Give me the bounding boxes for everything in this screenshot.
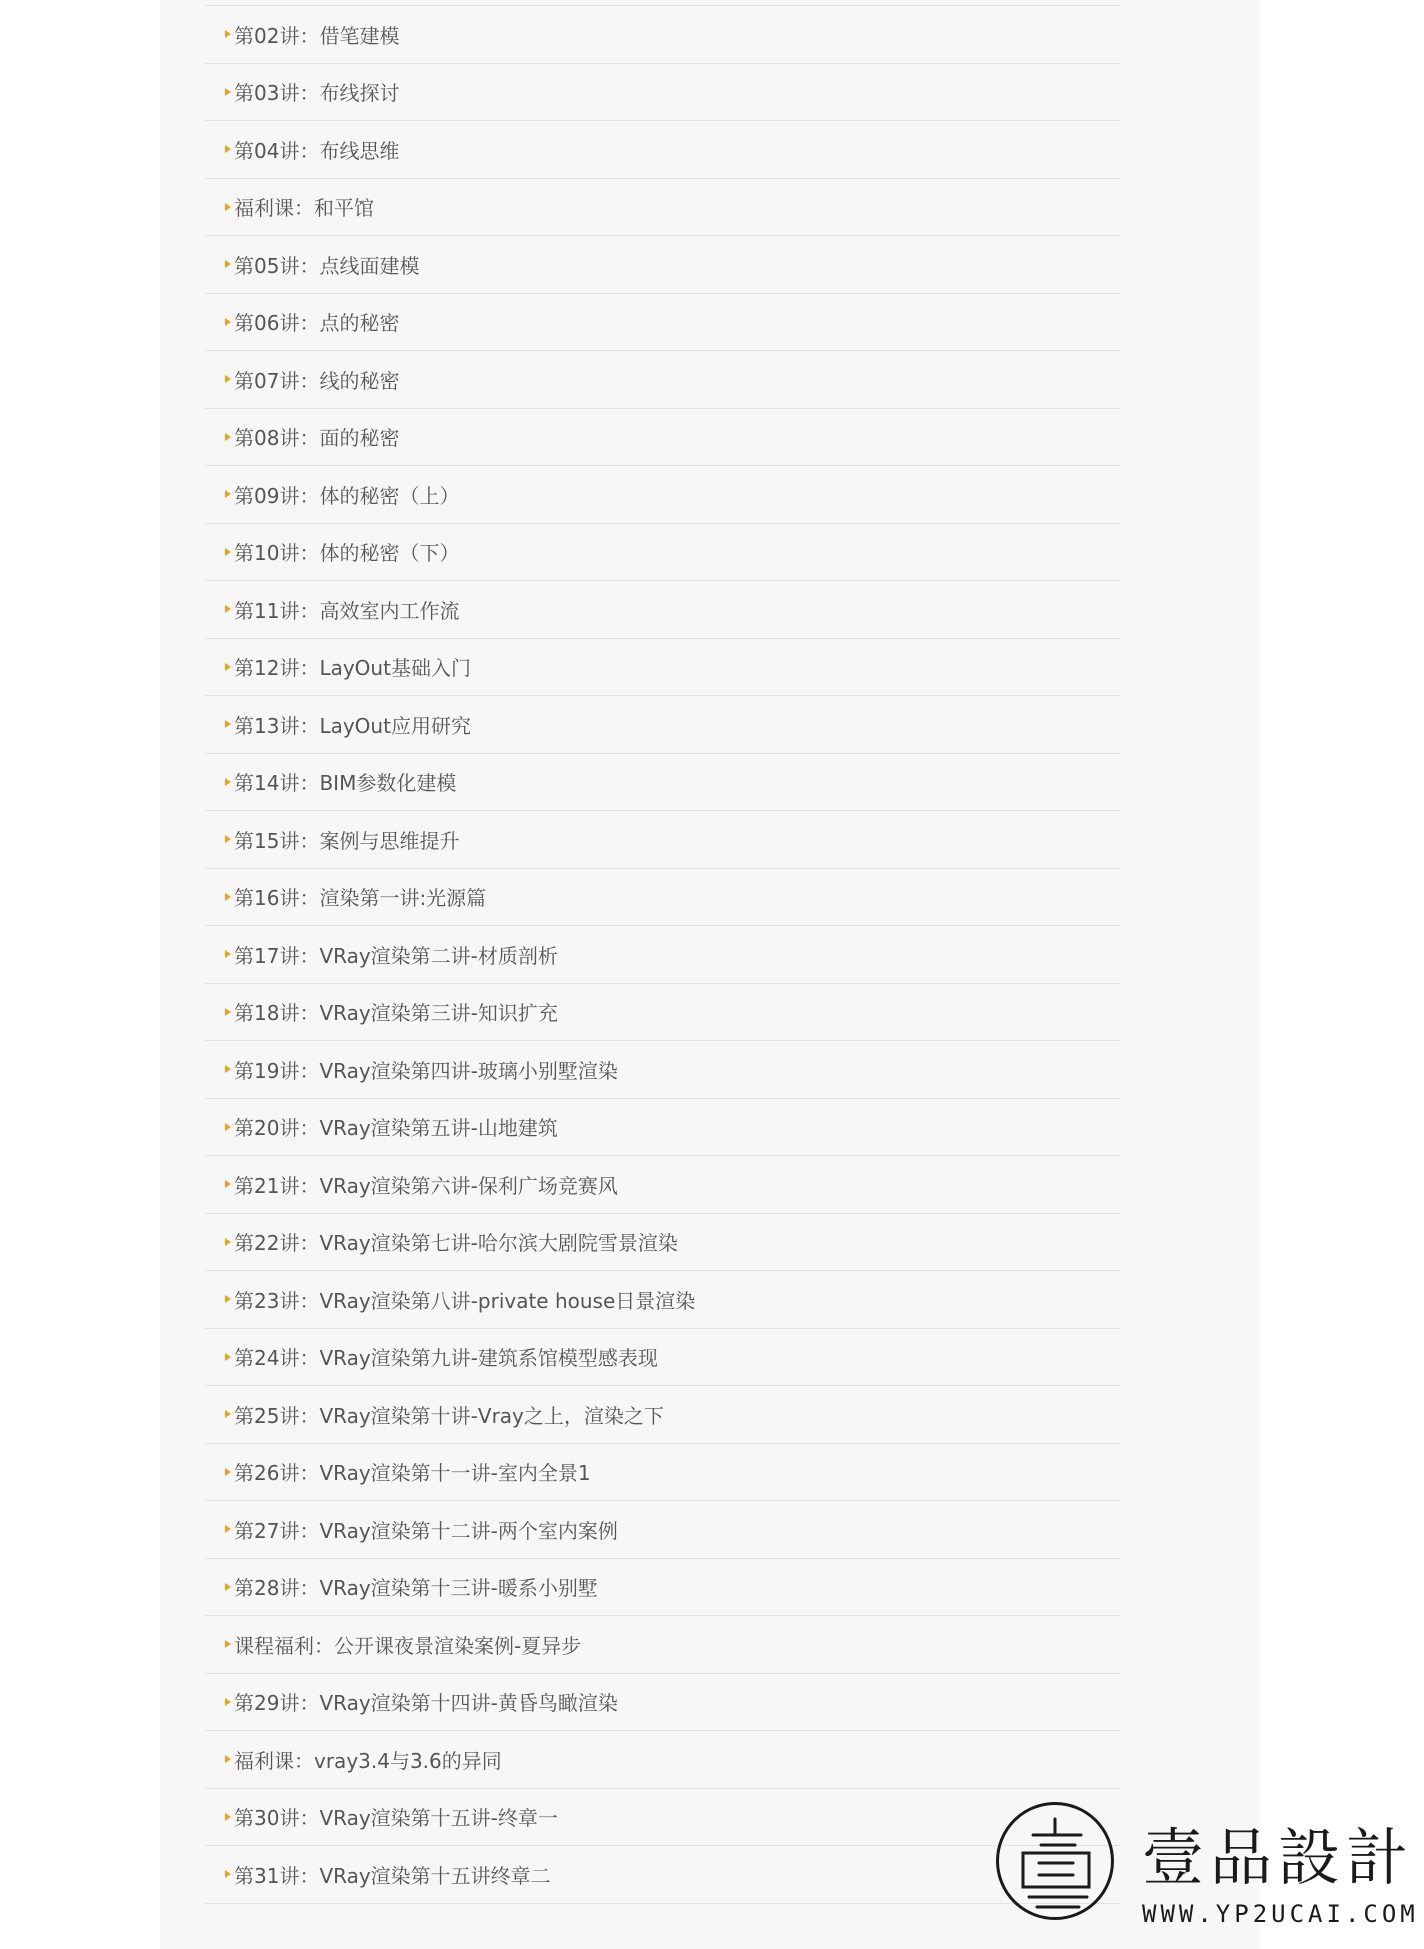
course-item-label: 第02讲：借笔建模 bbox=[234, 23, 400, 48]
course-item-label: 第05讲：点线面建模 bbox=[234, 253, 420, 278]
course-item-label: 第29讲：VRay渲染第十四讲-黄昏鸟瞰渲染 bbox=[234, 1691, 618, 1716]
course-list-item[interactable] bbox=[205, 1846, 1120, 1904]
course-list-item[interactable] bbox=[205, 294, 1120, 352]
play-arrow-icon bbox=[225, 490, 231, 498]
course-list bbox=[205, 5, 1120, 1904]
play-arrow-icon bbox=[225, 605, 231, 613]
course-list-item[interactable] bbox=[205, 236, 1120, 294]
course-item-label: 第26讲：VRay渲染第十一讲-室内全景1 bbox=[234, 1461, 591, 1486]
seal-glyph-icon bbox=[999, 1805, 1117, 1923]
course-list-item[interactable] bbox=[205, 1789, 1120, 1847]
course-list-item[interactable] bbox=[205, 1099, 1120, 1157]
course-item-label: 福利课：和平馆 bbox=[234, 196, 374, 221]
course-list-item[interactable] bbox=[205, 1731, 1120, 1789]
course-list-item[interactable] bbox=[205, 581, 1120, 639]
course-item-label: 第25讲：VRay渲染第十讲-Vray之上，渲染之下 bbox=[234, 1403, 664, 1428]
course-list-item[interactable] bbox=[205, 121, 1120, 179]
play-arrow-icon bbox=[225, 145, 231, 153]
play-arrow-icon bbox=[225, 1065, 231, 1073]
play-arrow-icon bbox=[225, 1353, 231, 1361]
watermark-logo bbox=[992, 1802, 1419, 1942]
course-item-label: 第18讲：VRay渲染第三讲-知识扩充 bbox=[234, 1001, 558, 1026]
course-item-label: 第09讲：体的秘密（上） bbox=[234, 483, 460, 508]
course-list-item[interactable] bbox=[205, 1329, 1120, 1387]
play-arrow-icon bbox=[225, 1870, 231, 1878]
course-list-item[interactable] bbox=[205, 524, 1120, 582]
play-arrow-icon bbox=[225, 203, 231, 211]
course-list-item[interactable] bbox=[205, 1616, 1120, 1674]
course-item-label: 第15讲：案例与思维提升 bbox=[234, 828, 460, 853]
course-list-item[interactable] bbox=[205, 179, 1120, 237]
course-item-label: 第12讲：LayOut基础入门 bbox=[234, 656, 471, 681]
course-list-item[interactable] bbox=[205, 696, 1120, 754]
play-arrow-icon bbox=[225, 433, 231, 441]
play-arrow-icon bbox=[225, 1295, 231, 1303]
course-item-label: 第11讲：高效室内工作流 bbox=[234, 598, 460, 623]
play-arrow-icon bbox=[225, 1813, 231, 1821]
course-item-label: 第28讲：VRay渲染第十三讲-暖系小别墅 bbox=[234, 1576, 598, 1601]
course-item-label: 福利课：vray3.4与3.6的异同 bbox=[234, 1748, 502, 1773]
play-arrow-icon bbox=[225, 548, 231, 556]
play-arrow-icon bbox=[225, 893, 231, 901]
play-arrow-icon bbox=[225, 1640, 231, 1648]
course-item-label: 第22讲：VRay渲染第七讲-哈尔滨大剧院雪景渲染 bbox=[234, 1231, 678, 1256]
course-list-item[interactable] bbox=[205, 1559, 1120, 1617]
play-arrow-icon bbox=[225, 1008, 231, 1016]
course-item-label: 第10讲：体的秘密（下） bbox=[234, 541, 460, 566]
course-list-item[interactable] bbox=[205, 869, 1120, 927]
play-arrow-icon bbox=[225, 1123, 231, 1131]
course-list-item[interactable] bbox=[205, 926, 1120, 984]
course-item-label: 第20讲：VRay渲染第五讲-山地建筑 bbox=[234, 1116, 558, 1141]
course-item-label: 第13讲：LayOut应用研究 bbox=[234, 713, 471, 738]
course-list-item[interactable] bbox=[205, 1386, 1120, 1444]
course-list-item[interactable] bbox=[205, 409, 1120, 467]
play-arrow-icon bbox=[225, 260, 231, 268]
course-item-label: 课程福利：公开课夜景渲染案例-夏异步 bbox=[234, 1633, 582, 1658]
course-item-label: 第04讲：布线思维 bbox=[234, 138, 400, 163]
watermark-url: WWW.YP2UCAI.COM bbox=[1142, 1900, 1419, 1928]
play-arrow-icon bbox=[225, 30, 231, 38]
course-item-label: 第14讲：BIM参数化建模 bbox=[234, 771, 457, 796]
watermark-title: 壹品設計 bbox=[1142, 1821, 1415, 1894]
course-list-item[interactable] bbox=[205, 1156, 1120, 1214]
play-arrow-icon bbox=[225, 1468, 231, 1476]
course-item-label: 第24讲：VRay渲染第九讲-建筑系馆模型感表现 bbox=[234, 1346, 658, 1371]
course-item-label: 第08讲：面的秘密 bbox=[234, 426, 400, 451]
play-arrow-icon bbox=[225, 1698, 231, 1706]
play-arrow-icon bbox=[225, 778, 231, 786]
course-list-item[interactable] bbox=[205, 1271, 1120, 1329]
play-arrow-icon bbox=[225, 1238, 231, 1246]
course-list-item[interactable] bbox=[205, 1214, 1120, 1272]
seal-icon bbox=[996, 1802, 1114, 1920]
course-item-label: 第16讲：渲染第一讲:光源篇 bbox=[234, 886, 487, 911]
course-list-item[interactable] bbox=[205, 754, 1120, 812]
course-list-item[interactable] bbox=[205, 1444, 1120, 1502]
course-item-label: 第30讲：VRay渲染第十五讲-终章一 bbox=[234, 1806, 558, 1831]
course-list-item[interactable] bbox=[205, 1501, 1120, 1559]
course-list-item[interactable] bbox=[205, 1041, 1120, 1099]
course-list-item[interactable] bbox=[205, 6, 1120, 64]
course-list-item[interactable] bbox=[205, 466, 1120, 524]
course-item-label: 第07讲：线的秘密 bbox=[234, 368, 400, 393]
play-arrow-icon bbox=[225, 720, 231, 728]
course-list-item[interactable] bbox=[205, 1674, 1120, 1732]
play-arrow-icon bbox=[225, 1583, 231, 1591]
course-item-label: 第31讲：VRay渲染第十五讲终章二 bbox=[234, 1863, 551, 1888]
play-arrow-icon bbox=[225, 88, 231, 96]
course-item-label: 第21讲：VRay渲染第六讲-保利广场竞赛风 bbox=[234, 1173, 618, 1198]
play-arrow-icon bbox=[225, 318, 231, 326]
course-item-label: 第23讲：VRay渲染第八讲-private house日景渲染 bbox=[234, 1288, 696, 1313]
play-arrow-icon bbox=[225, 1525, 231, 1533]
course-list-item[interactable] bbox=[205, 811, 1120, 869]
course-item-label: 第19讲：VRay渲染第四讲-玻璃小别墅渲染 bbox=[234, 1058, 618, 1083]
course-item-label: 第17讲：VRay渲染第二讲-材质剖析 bbox=[234, 943, 558, 968]
course-list-item[interactable] bbox=[205, 639, 1120, 697]
course-list-item[interactable] bbox=[205, 984, 1120, 1042]
course-list-item[interactable] bbox=[205, 64, 1120, 122]
play-arrow-icon bbox=[225, 375, 231, 383]
play-arrow-icon bbox=[225, 1410, 231, 1418]
play-arrow-icon bbox=[225, 950, 231, 958]
play-arrow-icon bbox=[225, 663, 231, 671]
play-arrow-icon bbox=[225, 835, 231, 843]
course-item-label: 第03讲：布线探讨 bbox=[234, 81, 400, 106]
course-item-label: 第06讲：点的秘密 bbox=[234, 311, 400, 336]
play-arrow-icon bbox=[225, 1755, 231, 1763]
course-list-item[interactable] bbox=[205, 351, 1120, 409]
course-item-label: 第27讲：VRay渲染第十二讲-两个室内案例 bbox=[234, 1518, 618, 1543]
play-arrow-icon bbox=[225, 1180, 231, 1188]
